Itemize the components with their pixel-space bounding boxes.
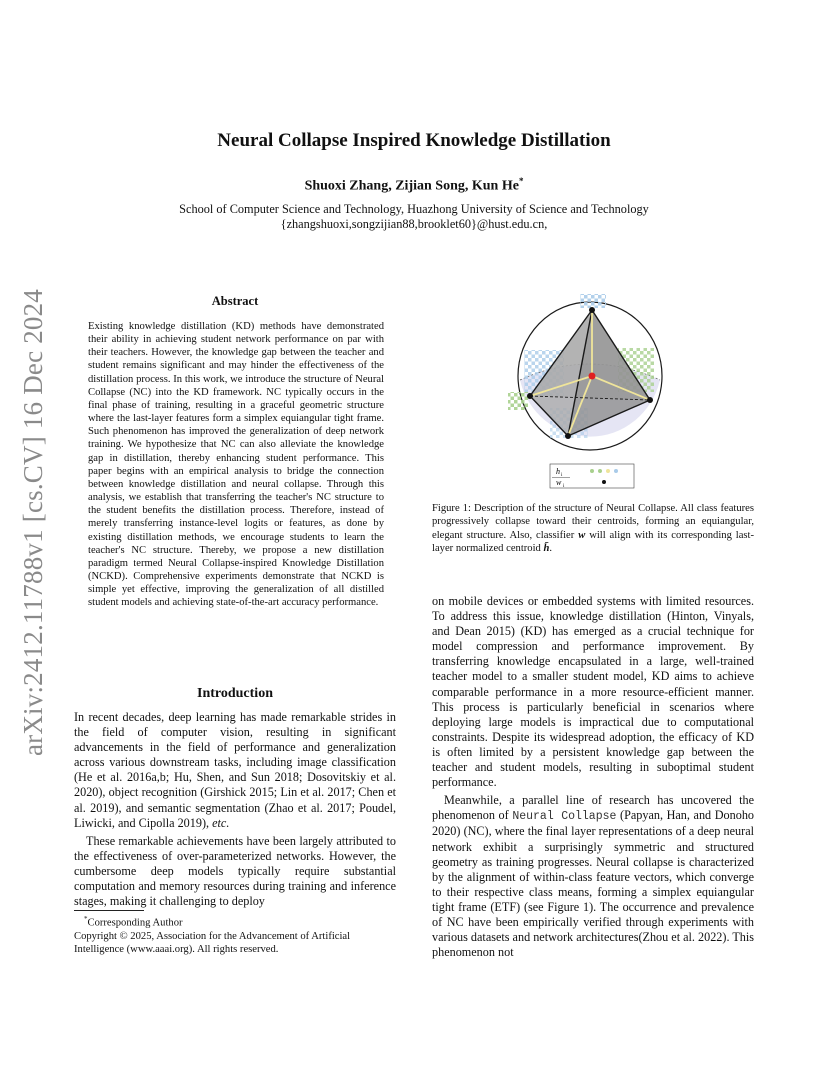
vertex-bottom (565, 433, 571, 439)
arxiv-id-text: arXiv:2412.11788v1 [cs.CV] 16 Dec 2024 (18, 288, 49, 756)
corresponding-mark: * (518, 176, 524, 186)
legend-w-sub: i (563, 484, 565, 489)
legend-w-label: w (556, 478, 562, 487)
legend-h-sub: i (561, 473, 563, 478)
intro-paragraph-1-text: In recent decades, deep learning has made remarkable strides in the field of computer vision, resulting in significant advancements in the field of performance and generalization across various downstream tasks, including image classification (He et al. 2016a,b; Hu, Shen, and Sun 2018; Dosovitskiy et al. 2020), object recognition (Girshick 2015; Lin et al. 2017; Chen et al. 2019), and semantic segmentation (Zhao et al. 2017; Poudel, Liwicki, and Cipolla 2019), (74, 710, 396, 830)
vertex-left (527, 393, 533, 399)
feature-cluster-far-left (508, 392, 528, 410)
feature-cluster-top (580, 294, 606, 308)
neural-collapse-code-term: Neural Collapse (512, 810, 617, 824)
neural-collapse-diagram (500, 288, 680, 498)
global-centroid (589, 373, 596, 380)
abstract-heading: Abstract (211, 294, 259, 308)
caption-symbol-h: h̄ (543, 543, 550, 555)
abstract-text: Existing knowledge distillation (KD) methods have demonstrated their ability in achieving student network performance on par with their teachers. However, the knowledge gap between the teacher and student remains significant and may hinder the effectiveness of the distillation process. In this work, we introduce the structure of Neural Collapse (NC) into the KD framework. NC typically occurs in the final phase of training, resulting in a graceful geometric structure where the last-layer features form a simplex equiangular tight frame. Such phenomenon has improved the generalization of deep network training. We hypothesize that NC can also alleviate the knowledge gap in distillation, thereby enhancing student performance. This paper begins with an empirical analysis to bridge the connection between knowledge distillation and neural collapse. Through this analysis, we establish that transferring the teacher's NC structure to the student benefits the distillation process. Therefore, instead of merely transferring instance-level logits or features, as done by existing distillation methods, we encourage students to learn the teacher's NC structure. Thereby, we propose a new distillation paradigm termed Neural Collapse-inspired Knowledge Distillation (NCKD). Comprehensive experiments demonstrate that NCKD is simple yet effective, improving the generalization of all distilled student models and achieving state-of-the-art accuracy performance. (88, 321, 384, 609)
right-paragraph-2 (432, 793, 754, 960)
caption-text-a: Figure 1: Description of the structure of Neural Collapse. All class features progressively collapse toward their centroids, forming an equiangular, elegant structure. Also, classifier (432, 503, 754, 541)
caption-symbol-w: w (578, 529, 586, 541)
footnote-corresponding (74, 913, 396, 930)
arxiv-sidebar-stamp (14, 284, 54, 760)
caption-end: . (549, 543, 553, 555)
affiliation-emails: {zhangshuoxi,songzijian88,brooklet60}@hust.edu.cn, (280, 217, 548, 231)
right-column-body (432, 594, 754, 960)
affiliation-block (0, 202, 828, 232)
introduction-left-column (74, 710, 396, 909)
author-list (0, 176, 828, 195)
intro-paragraph-1 (74, 710, 396, 831)
footnote-rule (74, 910, 144, 911)
affiliation-institution: School of Computer Science and Technology, Huazhong University of Science and Technology (179, 202, 649, 216)
vertex-right (647, 397, 653, 403)
author-names: Shuoxi Zhang, Zijian Song, Kun He (304, 178, 519, 194)
caption-text-b: will align with its corresponding last-layer normalized centroid (432, 529, 755, 555)
footnote-copyright: Copyright © 2025, Association for the Advancement of Artificial Intelligence (www.aaai.org). All rights reserved. (74, 930, 351, 955)
legend-h-label: h (556, 467, 560, 476)
right-paragraph-2-b: (Papyan, Han, and Donoho 2020) (NC), where the final layer representations of a deep neural network exhibit a surprisingly symmetric and structured geometry as training progresses. Neural collapse is characterized by the alignment of within-class feature vectors, which converge to their respective class means, forming a simplex equiangular tight frame (ETF) (see Figure 1). The occurrence and prevalence of NC have been empirically verified through experiments with various datasets and network architectures(Zhou et al. 2022). This phenomenon not (432, 808, 755, 960)
footnote-block (74, 913, 396, 956)
footnote-corresponding-text: Corresponding Author (87, 917, 183, 929)
right-paragraph-2-a: Meanwhile, a parallel line of research has uncovered the phenomenon of (432, 793, 754, 823)
figure-1-neural-collapse (500, 288, 680, 498)
intro-etc: etc. (212, 815, 230, 830)
footnote-mark: * (84, 915, 88, 923)
introduction-heading: Introduction (197, 686, 273, 701)
intro-paragraph-2: These remarkable achievements have been largely attributed to the effectiveness of over-parameterized networks. However, the cumbersome deep models typically require substantial computation and memory resources during training and inference stages, making it challenging to deploy (74, 833, 396, 909)
right-paragraph-1: on mobile devices or embedded systems with limited resources. To address this issue, knowledge distillation (Hinton, Vinyals, and Dean 2015) (KD) has emerged as a crucial technique for model compression and performance improvement. By transferring knowledge encapsulated in a large, well-trained teacher model to a smaller student model, KD aims to achieve comparable performance in a more resource-efficient manner. This process is particularly beneficial in scenarios where deploying large models is impractical due to computational constraints. Despite its widespread adoption, the efficacy of KD is often limited by a persistent knowledge gap between the teacher and student models, resulting in suboptimal student performance. (432, 594, 754, 790)
figure-1-caption (432, 502, 754, 556)
vertex-top (589, 307, 595, 313)
figure-legend (550, 464, 634, 489)
paper-title: Neural Collapse Inspired Knowledge Distillation (217, 130, 611, 151)
